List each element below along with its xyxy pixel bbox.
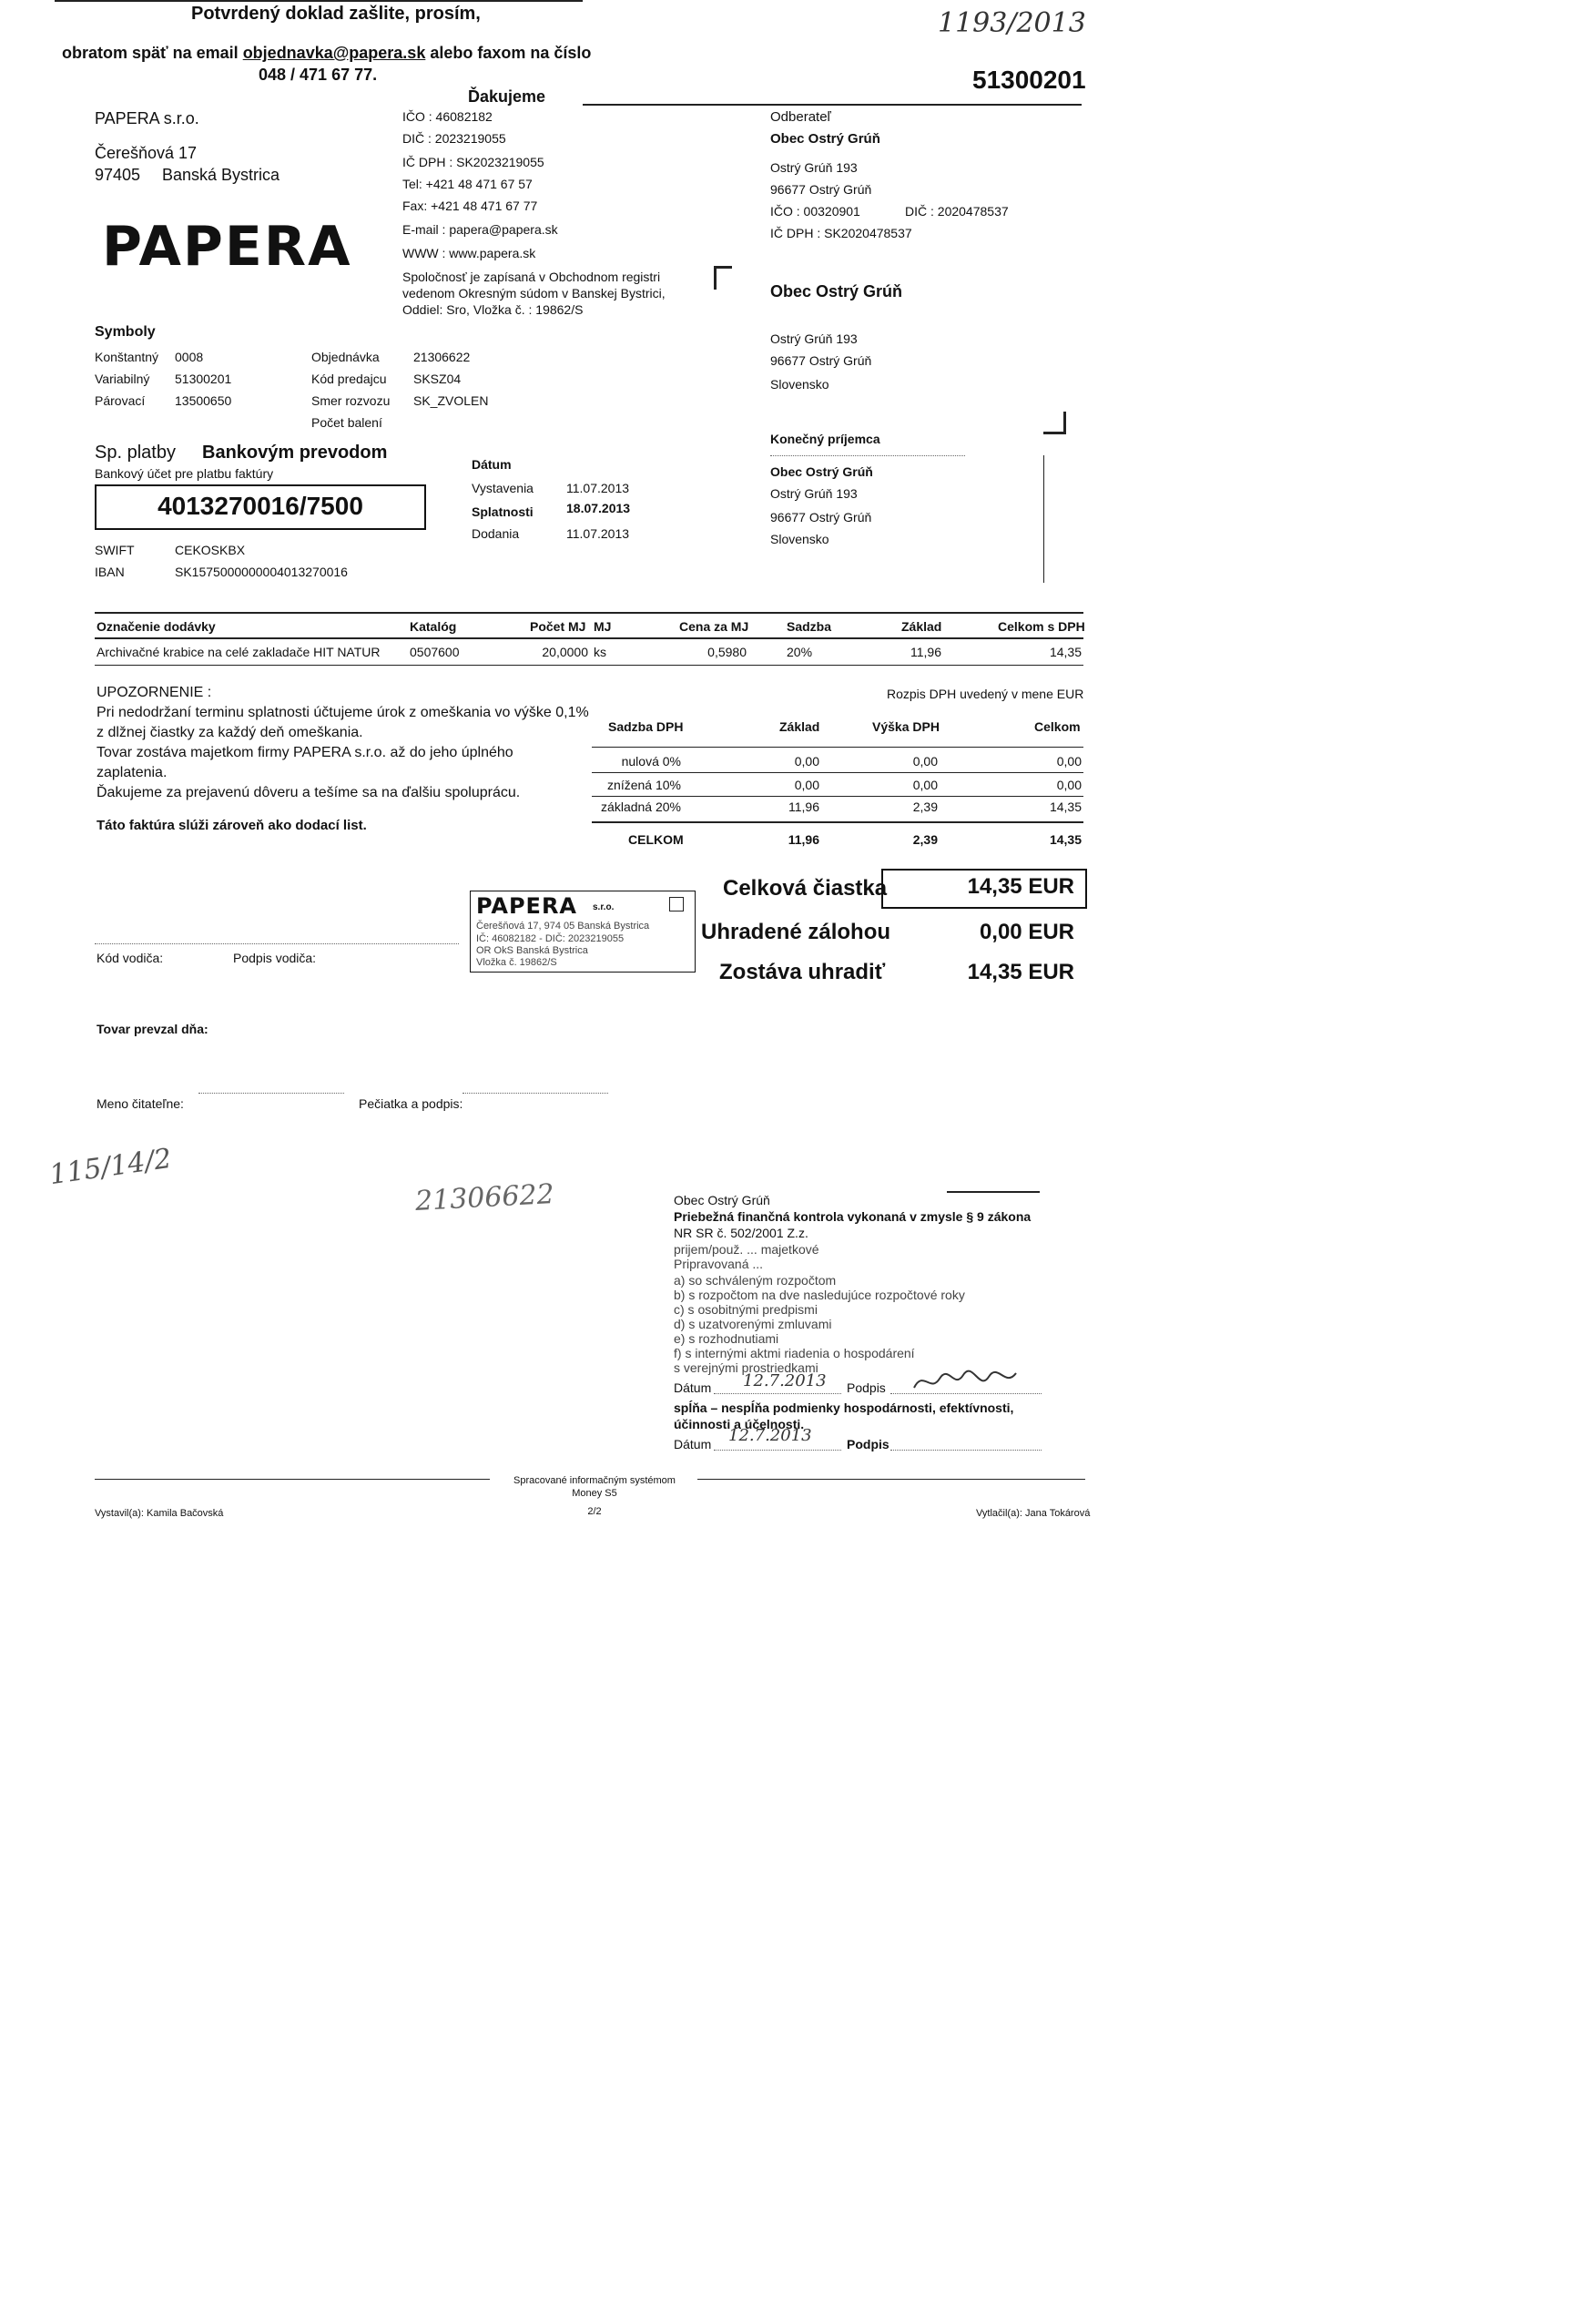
items-header-unit: MJ (594, 619, 612, 634)
vat-total-total: 14,35 (1049, 832, 1082, 847)
notice-line2 (62, 44, 591, 63)
driver-divider (95, 943, 459, 944)
vystavenia-value: 11.07.2013 (566, 481, 630, 495)
variabilny-value: 51300201 (175, 372, 232, 386)
control-date1-value: 12.7.2013 (743, 1371, 827, 1390)
stamp-signature-line (463, 1093, 608, 1094)
item-rate: 20% (787, 645, 813, 659)
control-line1: Obec Ostrý Grúň (674, 1193, 770, 1207)
final-recipient-zipcity: 96677 Ostrý Grúň (770, 510, 872, 524)
company-stamp (470, 891, 696, 973)
control-podpis-label: Podpis (847, 1380, 886, 1395)
supplier-email: E-mail : papera@papera.sk (402, 222, 558, 237)
control-line5: Pripravovaná ... (674, 1257, 764, 1271)
vat-row-vat: 2,39 (912, 799, 938, 814)
supplier-zip: 97405 (95, 166, 141, 184)
dates-label: Dátum (472, 457, 512, 472)
supplier-www: WWW : www.papera.sk (402, 246, 536, 260)
splatnosti-value: 18.07.2013 (566, 501, 631, 515)
footer-page: 2/2 (587, 1506, 602, 1517)
control-line4: prijem/použ. ... majetkové (674, 1242, 819, 1257)
control-date2-line (714, 1450, 841, 1451)
stamp-line4: Vložka č. 19862/S (476, 957, 557, 968)
total-amount-value: 14,35 EUR (967, 874, 1074, 899)
item-total: 14,35 (1049, 645, 1082, 659)
item-unit: ks (594, 645, 606, 659)
invoice-number: 51300201 (972, 66, 1086, 94)
vat-row-rule (592, 796, 1083, 797)
supplier-fax: Fax: +421 48 471 67 77 (402, 199, 538, 213)
supplier-reg3: Oddiel: Sro, Vložka č. : 19862/S (402, 302, 584, 317)
item-base: 11,96 (910, 645, 941, 659)
vat-row-rate: nulová 0% (621, 754, 681, 769)
control-podpis2-label: Podpis (847, 1437, 889, 1451)
control-line8: c) s osobitnými predpismi (674, 1302, 818, 1317)
notice-fax: 048 / 471 67 77. (259, 66, 378, 84)
handwritten-top-ref: 1193/2013 (938, 7, 1086, 39)
stamp-signature-label: Pečiatka a podpis: (359, 1096, 463, 1111)
stamp-line1: Čerešňová 17, 974 05 Banská Bystrica (476, 921, 650, 932)
parovaci-label: Párovací (95, 393, 146, 408)
iban-value: SK1575000000004013270016 (175, 565, 348, 579)
customer-icdph: IČ DPH : SK2020478537 (770, 226, 912, 240)
supplier-city: Banská Bystrica (162, 166, 280, 184)
control-line9: d) s uzatvorenými zmluvami (674, 1317, 832, 1331)
vat-total-base: 11,96 (788, 832, 819, 847)
control-line6: a) so schváleným rozpočtom (674, 1273, 837, 1288)
variabilny-label: Variabilný (95, 372, 150, 386)
control-podpis2-line (890, 1450, 1042, 1451)
final-recipient-street: Ostrý Grúň 193 (770, 486, 858, 501)
corner-mark-br-v (1063, 412, 1066, 434)
vat-row-total: 0,00 (1056, 754, 1082, 769)
stamp-square-icon (669, 897, 684, 911)
payment-label: Sp. platby (95, 443, 176, 463)
payment-method: Bankovým prevodom (202, 443, 388, 463)
control-line10: e) s rozhodnutiami (674, 1331, 779, 1346)
objednavka-value: 21306622 (413, 350, 471, 364)
konstantny-label: Konštantný (95, 350, 159, 364)
final-recipient-divider (770, 455, 965, 456)
notice-line2-pre: obratom späť na email (62, 44, 243, 62)
reader-name-line (198, 1093, 344, 1094)
warning-line1: Pri nedodržaní terminu splatnosti účtujeme úrok z omeškania vo výške 0,1% (97, 705, 589, 720)
parovaci-value: 13500650 (175, 393, 232, 408)
notice-email-link[interactable]: objednavka@papera.sk (242, 44, 426, 62)
smer-rozvozu-value: SK_ZVOLEN (413, 393, 489, 408)
items-header-qty: Počet MJ (530, 619, 586, 634)
vat-total-label: CELKOM (628, 832, 684, 847)
corner-mark-tl-v (714, 266, 717, 290)
customer-address-zipcity: 96677 Ostrý Grúň (770, 353, 872, 368)
items-header-base: Základ (901, 619, 942, 634)
remaining-value: 14,35 EUR (967, 960, 1074, 984)
control-line14: účinnosti a účelnosti. (674, 1417, 805, 1431)
control-line11: f) s internými aktmi riadenia o hospodárení (674, 1346, 915, 1360)
items-header-total: Celkom s DPH (998, 619, 1085, 634)
dodania-value: 11.07.2013 (566, 526, 630, 541)
dodania-label: Dodania (472, 526, 520, 541)
vat-caption: Rozpis DPH uvedený v mene EUR (887, 687, 1084, 701)
top-border-line (55, 0, 583, 2)
bank-account-label: Bankový účet pre platbu faktúry (95, 466, 274, 481)
smer-rozvozu-label: Smer rozvozu (311, 393, 391, 408)
stamp-suffix: s.r.o. (593, 902, 615, 912)
control-line2: Priebežná finančná kontrola vykonaná v zmysle § 9 zákona (674, 1209, 1032, 1224)
items-top-rule (95, 612, 1083, 614)
stamp-line3: OR OkS Banská Bystrica (476, 945, 588, 956)
items-header-rate: Sadzba (787, 619, 832, 634)
vat-row-rule (592, 772, 1083, 773)
control-date2-value: 12.7.2013 (728, 1426, 812, 1445)
papera-logo: PAPERA (102, 215, 352, 279)
customer-ico: IČO : 00320901 (770, 204, 860, 219)
vat-header-total: Celkom (1034, 719, 1081, 734)
kod-predajcu-value: SKSZ04 (413, 372, 462, 386)
final-recipient-name: Obec Ostrý Grúň (770, 464, 873, 479)
corner-mark-tl-h (714, 266, 732, 269)
footer-rule-left (95, 1479, 490, 1480)
vat-row-rate: znížená 10% (607, 778, 681, 792)
vat-row-vat: 0,00 (912, 778, 938, 792)
vat-row-base: 0,00 (794, 778, 819, 792)
customer-name: Obec Ostrý Grúň (770, 131, 880, 147)
handwritten-order-no: 21306622 (414, 1178, 555, 1217)
control-date2-label: Dátum (674, 1437, 712, 1451)
control-line13: spĺňa – nespĺňa podmienky hospodárnosti, efektívnosti, (674, 1400, 1014, 1415)
iban-label: IBAN (95, 565, 125, 579)
advance-paid-label: Uhradené zálohou (701, 920, 891, 944)
customer-zipcity: 96677 Ostrý Grúň (770, 182, 872, 197)
item-unit-price: 0,5980 (707, 645, 747, 659)
vat-row-total: 14,35 (1049, 799, 1082, 814)
total-amount-label: Celková čiastka (723, 876, 888, 901)
item-catalog: 0507600 (410, 645, 460, 659)
goods-received-label: Tovar prevzal dňa: (97, 1022, 208, 1036)
supplier-name: PAPERA s.r.o. (95, 109, 199, 127)
warning-line5: Ďakujeme za prejavenú dôveru a tešíme sa na ďalšiu spoluprácu. (97, 785, 521, 800)
warning-line4: zaplatenia. (97, 765, 168, 780)
supplier-ico: IČO : 46082182 (402, 109, 493, 124)
supplier-icdph: IČ DPH : SK2023219055 (402, 155, 544, 169)
footer-issued-by: Vystavil(a): Kamila Bačovská (95, 1508, 224, 1519)
control-date1-label: Dátum (674, 1380, 712, 1395)
customer-address-country: Slovensko (770, 377, 829, 392)
splatnosti-label: Splatnosti (472, 504, 534, 519)
warning-title: UPOZORNENIE : (97, 685, 212, 700)
notice-line2-post: alebo faxom na číslo (425, 44, 592, 62)
vat-header-vat: Výška DPH (872, 719, 940, 734)
vat-total-vat: 2,39 (912, 832, 938, 847)
warning-line6: Táto faktúra slúži zároveň ako dodací list. (97, 818, 367, 833)
footer-system-name: Money S5 (572, 1488, 617, 1499)
customer-address-street: Ostrý Grúň 193 (770, 331, 858, 346)
advance-paid-value: 0,00 EUR (979, 920, 1074, 944)
control-top-rule (947, 1191, 1040, 1193)
driver-code-label: Kód vodiča: (97, 951, 164, 965)
vystavenia-label: Vystavenia (472, 481, 534, 495)
customer-address-name: Obec Ostrý Grúň (770, 282, 903, 300)
supplier-reg1: Spoločnosť je zapísaná v Obchodnom registri (402, 270, 661, 284)
customer-label: Odberateľ (770, 109, 831, 125)
control-date1-line (714, 1393, 841, 1394)
items-bottom-rule (95, 665, 1083, 666)
pocet-baleni-label: Počet balení (311, 415, 382, 430)
notice-line1: Potvrdený doklad zašlite, prosím, (191, 4, 481, 24)
footer-rule-right (697, 1479, 1085, 1480)
items-header-unit-price: Cena za MJ (679, 619, 749, 634)
items-header-catalog: Katalóg (410, 619, 457, 634)
control-signature-icon (910, 1366, 1020, 1397)
customer-street: Ostrý Grúň 193 (770, 160, 858, 175)
bank-account-number: 4013270016/7500 (158, 492, 363, 520)
supplier-street: Čerešňová 17 (95, 144, 198, 162)
final-recipient-box-right (1043, 455, 1044, 583)
control-line7: b) s rozpočtom na dve nasledujúce rozpočtové roky (674, 1288, 965, 1302)
handwritten-side-ref: 115/14/2 (47, 1142, 174, 1192)
kod-predajcu-label: Kód predajcu (311, 372, 387, 386)
stamp-line2: IČ: 46082182 - DIČ: 2023219055 (476, 933, 625, 944)
vat-header-rate: Sadzba DPH (608, 719, 684, 734)
vat-total-rule (592, 821, 1083, 823)
swift-label: SWIFT (95, 543, 135, 557)
final-recipient-label: Konečný príjemca (770, 432, 880, 446)
vat-row-rate: základná 20% (601, 799, 681, 814)
konstantny-value: 0008 (175, 350, 204, 364)
final-recipient-country: Slovensko (770, 532, 829, 546)
customer-dic: DIČ : 2020478537 (905, 204, 1009, 219)
vat-row-base: 0,00 (794, 754, 819, 769)
item-designation: Archivačné krabice na celé zakladače HIT NATUR (97, 645, 381, 659)
warning-line3: Tovar zostáva majetkom firmy PAPERA s.r.o. až do jeho úplného (97, 745, 513, 760)
control-line12: s verejnými prostriedkami (674, 1360, 818, 1375)
control-line3: NR SR č. 502/2001 Z.z. (674, 1226, 808, 1240)
thanks-underline (583, 104, 1082, 106)
symbols-label: Symboly (95, 324, 156, 340)
remaining-label: Zostáva uhradiť (719, 960, 886, 984)
items-header-designation: Označenie dodávky (97, 619, 216, 634)
objednavka-label: Objednávka (311, 350, 380, 364)
reader-name-label: Meno čitateľne: (97, 1096, 184, 1111)
corner-mark-br-h (1043, 432, 1065, 434)
vat-header-base: Základ (779, 719, 820, 734)
swift-value: CEKOSKBX (175, 543, 246, 557)
supplier-tel: Tel: +421 48 471 67 57 (402, 177, 533, 191)
stamp-logo: PAPERA (476, 893, 577, 919)
item-qty: 20,0000 (542, 645, 588, 659)
driver-signature-label: Podpis vodiča: (233, 951, 317, 965)
footer-printed-by: Vytlačil(a): Jana Tokárová (976, 1508, 1091, 1519)
vat-header-rule (592, 747, 1083, 748)
vat-row-base: 11,96 (788, 799, 819, 814)
supplier-reg2: vedenom Okresným súdom v Banskej Bystrici, (402, 286, 666, 300)
footer-system: Spracované informačným systémom (513, 1475, 676, 1486)
notice-thanks: Ďakujeme (468, 87, 546, 106)
vat-row-vat: 0,00 (912, 754, 938, 769)
vat-row-total: 0,00 (1056, 778, 1082, 792)
supplier-dic: DIČ : 2023219055 (402, 131, 506, 146)
warning-line2: z dlžnej čiastky za každý deň omeškania. (97, 725, 363, 740)
items-header-rule (95, 637, 1083, 639)
